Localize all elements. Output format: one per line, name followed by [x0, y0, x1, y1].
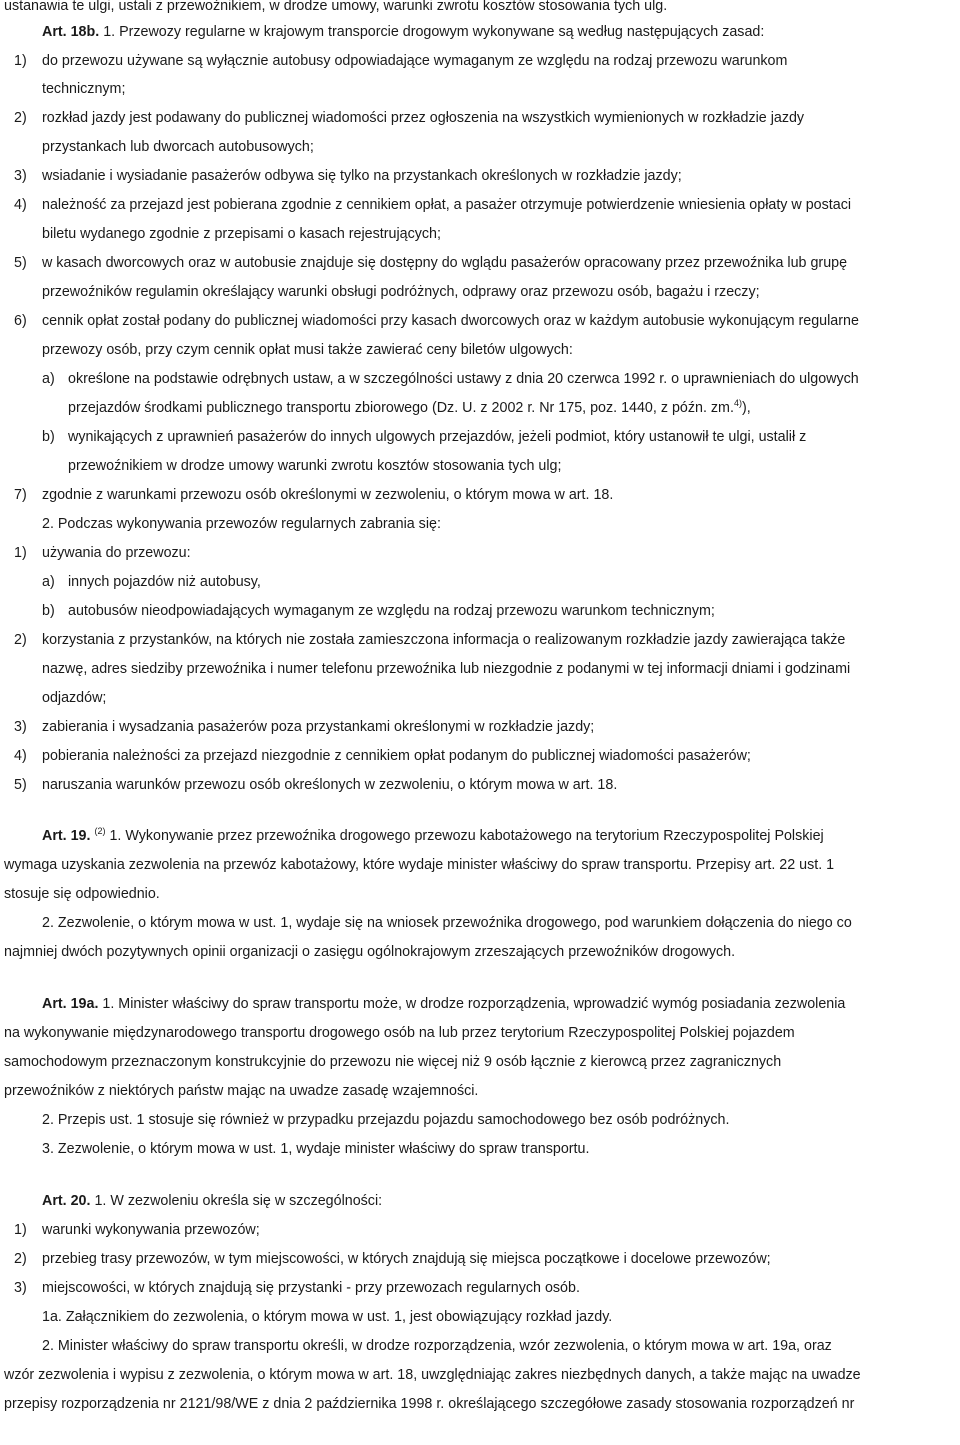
- list-item-text: biletu wydanego zgodnie z przepisami o kasach rejestrujących;: [42, 226, 441, 242]
- text-line: 2. Minister właściwy do spraw transportu określi, w drodze rozporządzenia, wzór zezwolenia, o którym mowa w art. 19a, oraz: [42, 1338, 832, 1354]
- list-item-text: innych pojazdów niż autobusy,: [68, 574, 261, 590]
- article-heading: Art. 20.: [42, 1193, 91, 1209]
- text-line: wzór zezwolenia i wypisu z zezwolenia, o którym mowa w art. 18, uwzględniając zakres niezbędnych danych, a także mając na uwadze: [4, 1367, 861, 1383]
- list-item-text: nazwę, adres siedziby przewoźnika i numer telefonu przewoźnika lub niezgodnie z podanymi w tej informacji dniami i godzinami: [42, 661, 851, 677]
- list-number: 2): [14, 1251, 27, 1267]
- list-item-text: zabierania i wysadzania pasażerów poza przystankami określonymi w rozkładzie jazdy;: [42, 719, 595, 735]
- list-item-text: przebieg trasy przewozów, w tym miejscowości, w których znajdują się miejsca początkowe i docelowe przewozów;: [42, 1251, 771, 1267]
- list-number: 5): [14, 777, 27, 793]
- text-line: 2. Przepis ust. 1 stosuje się również w przypadku przejazdu pojazdu samochodowego bez osób podróżnych.: [42, 1112, 730, 1128]
- list-number: 3): [14, 719, 27, 735]
- article-18b-intro: Art. 18b. 1. Przewozy regularne w krajowym transporcie drogowym wykonywane są według następujących zasad:: [42, 24, 765, 40]
- text-line: 3. Zezwolenie, o którym mowa w ust. 1, wydaje minister właściwy do spraw transportu.: [42, 1141, 590, 1157]
- article-heading: Art. 19.: [42, 828, 91, 844]
- list-item-text: przewoźnikiem w drodze umowy warunki zwrotu kosztów stosowania tych ulg;: [68, 458, 562, 474]
- list-letter: b): [42, 603, 55, 619]
- list-item-text: należność za przejazd jest pobierana zgodnie z cennikiem opłat, a pasażer otrzymuje potwierdzenie wniesienia opłaty w postaci: [42, 197, 852, 213]
- list-item-text: pobierania należności za przejazd niezgodnie z cennikiem opłat podanym do publicznej wiadomości pasażerów;: [42, 748, 751, 764]
- list-number: 2): [14, 632, 27, 648]
- list-number: 4): [14, 748, 27, 764]
- list-item-text: przejazdów środkami publicznego transportu zbiorowego (Dz. U. z 2002 r. Nr 175, poz. 1440, z późn. zm.$^{4)}$),: [68, 398, 751, 416]
- footnote-ref: 4): [733, 398, 742, 408]
- list-item-text: określone na podstawie odrębnych ustaw, a w szczególności ustawy z dnia 20 czerwca 1992 r. o uprawnieniach do ulgowych: [68, 371, 859, 387]
- text-line: przewoźników z niektórych państw mając na uwadze zasadę wzajemności.: [4, 1083, 479, 1099]
- text-line: 2. Zezwolenie, o którym mowa w ust. 1, wydaje się na wniosek przewoźnika drogowego, pod warunkiem dołączenia do niego co: [42, 915, 852, 931]
- text-line: przepisy rozporządzenia nr 2121/98/WE z dnia 2 października 1998 r. określającego szczegółowe zasady stosowania rozporządzeń nr: [4, 1396, 855, 1412]
- footnote-ref: (2): [94, 826, 106, 836]
- list-letter: a): [42, 574, 55, 590]
- text-line: 1a. Załącznikiem do zezwolenia, o którym mowa w ust. 1, jest obowiązujący rozkład jazdy.: [42, 1309, 613, 1325]
- list-item-text: korzystania z przystanków, na których nie została zamieszczona informacja o realizowanym rozkładzie jazdy zawierająca także: [42, 632, 846, 648]
- list-item-text: cennik opłat został podany do publicznej wiadomości przy kasach dworcowych oraz w każdym autobusie wykonującym regularne: [42, 313, 859, 329]
- list-item-text: technicznym;: [42, 81, 126, 97]
- text-line: stosuje się odpowiednio.: [4, 886, 160, 902]
- article-19-intro: Art. 19. $^{(2)}$ 1. Wykonywanie przez przewoźnika drogowego przewozu kabotażowego na terytorium Rzeczypospolitej Polskiej: [42, 826, 824, 844]
- article-heading: Art. 18b.: [42, 24, 100, 40]
- list-number: 1): [14, 1222, 27, 1238]
- list-letter: a): [42, 371, 55, 387]
- text-line: samochodowym przeznaczonym konstrukcyjnie do przewozu nie więcej niż 9 osób łącznie z kierowcą przez zagranicznych: [4, 1054, 782, 1070]
- text-line: najmniej dwóch pozytywnych opinii organizacji o zasięgu ogólnokrajowym zrzeszających przewoźników drogowych.: [4, 944, 736, 960]
- list-item-text: rozkład jazdy jest podawany do publicznej wiadomości przez ogłoszenia na wszystkich wymienionych w rozkładzie jazdy: [42, 110, 805, 126]
- list-item-text: wynikających z uprawnień pasażerów do innych ulgowych przejazdów, jeżeli podmiot, który ustanowił te ulgi, ustalił z: [68, 429, 807, 445]
- list-item-text: przystankach lub dworcach autobusowych;: [42, 139, 314, 155]
- text-line: wymaga uzyskania zezwolenia na przewóz kabotażowy, które wydaje minister właściwy do spraw transportu. Przepisy art. 22 ust. 1: [4, 857, 835, 873]
- list-number: 7): [14, 487, 27, 503]
- paragraph-lead: 2. Podczas wykonywania przewozów regularnych zabrania się:: [42, 516, 441, 532]
- article-19a-intro: Art. 19a. 1. Minister właściwy do spraw transportu może, w drodze rozporządzenia, wprowadzić wymóg posiadania zezwolenia: [42, 996, 846, 1012]
- list-number: 6): [14, 313, 27, 329]
- list-item-text: przewoźników regulamin określający warunki obsługi podróżnych, odprawy oraz przewozu osób, bagażu i rzeczy;: [42, 284, 760, 300]
- list-item-text: do przewozu używane są wyłącznie autobusy odpowiadające wymaganym ze względu na rodzaj przewozu warunkom: [42, 53, 788, 69]
- list-number: 1): [14, 53, 27, 69]
- list-number: 5): [14, 255, 27, 271]
- list-number: 3): [14, 168, 27, 184]
- list-number: 3): [14, 1280, 27, 1296]
- list-number: 2): [14, 110, 27, 126]
- list-item-text: zgodnie z warunkami przewozu osób określonymi w zezwoleniu, o którym mowa w art. 18.: [42, 487, 614, 503]
- list-letter: b): [42, 429, 55, 445]
- list-item-text: autobusów nieodpowiadających wymaganym ze względu na rodzaj przewozu warunkom technicznym;: [68, 603, 715, 619]
- list-item-text: wsiadanie i wysiadanie pasażerów odbywa się tylko na przystankach określonych w rozkładzie jazdy;: [42, 168, 682, 184]
- list-item-text: miejscowości, w których znajdują się przystanki - przy przewozach regularnych osób.: [42, 1280, 580, 1296]
- list-item-text: warunki wykonywania przewozów;: [42, 1222, 260, 1238]
- text-line: ustanawia te ulgi, ustali z przewoźnikiem, w drodze umowy, warunki zwrotu kosztów stosowania tych ulg.: [4, 0, 668, 14]
- list-item-text: przewozy osób, przy czym cennik opłat musi także zawierać ceny biletów ulgowych:: [42, 342, 573, 358]
- list-item-text: naruszania warunków przewozu osób określonych w zezwoleniu, o którym mowa w art. 18.: [42, 777, 618, 793]
- list-item-text: w kasach dworcowych oraz w autobusie znajduje się dostępny do wglądu pasażerów opracowany przez przewoźnika lub grupę: [42, 255, 848, 271]
- list-item-text: odjazdów;: [42, 690, 107, 706]
- text-line: na wykonywanie międzynarodowego transportu drogowego osób na lub przez terytorium Rzeczypospolitej Polskiej pojazdem: [4, 1025, 795, 1041]
- list-item-text: używania do przewozu:: [42, 545, 191, 561]
- list-number: 1): [14, 545, 27, 561]
- article-heading: Art. 19a.: [42, 996, 99, 1012]
- list-number: 4): [14, 197, 27, 213]
- article-20-intro: Art. 20. 1. W zezwoleniu określa się w szczególności:: [42, 1193, 383, 1209]
